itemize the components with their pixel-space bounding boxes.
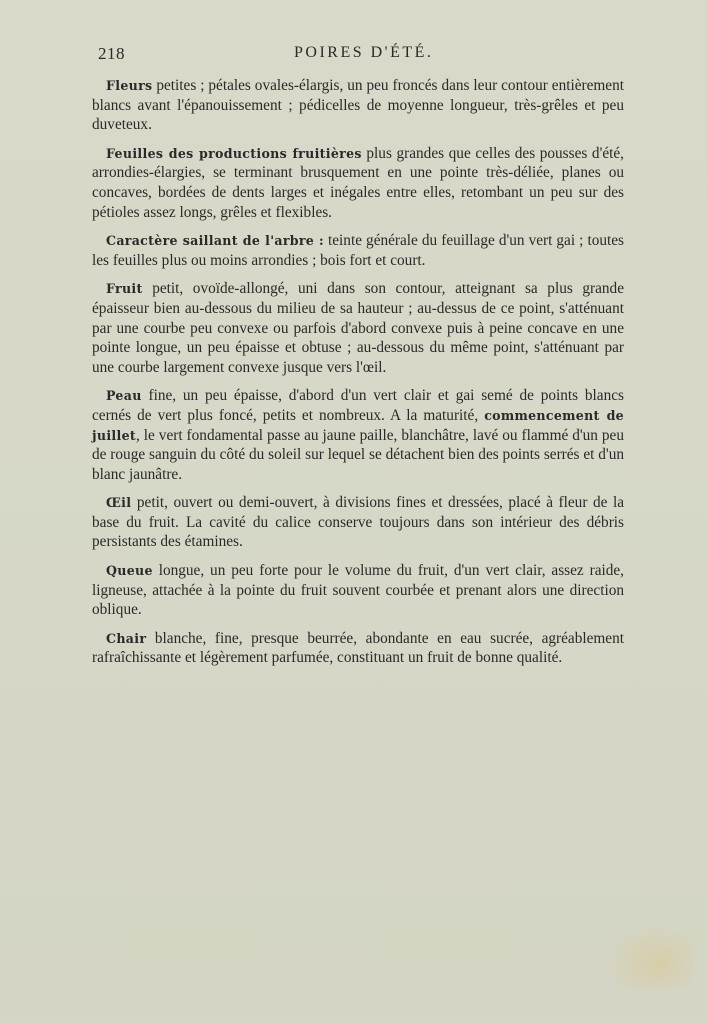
page-header xyxy=(98,44,628,68)
paragraph-lead: Fleurs xyxy=(106,78,153,93)
paragraph-lead: Œil xyxy=(106,495,132,511)
paragraph-text: plus grandes que celles des pousses d'été, arrondies-élargies, se terminant brusquement en une pointe très-déliée, planes ou concaves, bordées de dents larges et inégales entre elles, retombant un peu sur des pétioles assez longs, grêles et flexibles. xyxy=(92,144,624,221)
paragraph-text: teinte générale du feuillage d'un vert gai ; toutes les feuilles plus ou moins arrondies ; bois fort et court. xyxy=(92,232,624,269)
paragraph-text: petit, ouvert ou demi-ouvert, à divisions fines et dressées, placé à fleur de la base du fruit. La cavité du calice conserve toujours dans son intérieur des débris persistants des étamines. xyxy=(92,494,624,551)
paragraph-feuilles xyxy=(92,144,624,222)
paragraph-lead: Chair xyxy=(106,630,147,646)
paragraph-lead: Caractère saillant de l'arbre : xyxy=(106,233,324,249)
paragraph-chair xyxy=(92,629,624,668)
paragraph-lead: Peau xyxy=(106,388,142,404)
page-stain xyxy=(603,923,693,989)
paragraph-queue xyxy=(92,561,624,620)
inline-bold-phrase: commencement de juillet xyxy=(92,407,624,443)
paragraph-text: petites ; pétales ovales-élargis, un peu froncés dans leur contour entièrement blancs avant l'épanouissement ; pédicelles de moyenne longueur, très-grêles et peu duveteux. xyxy=(92,77,624,134)
paragraph-text: , le vert fondamental passe au jaune paille, blanchâtre, lavé ou flammé d'un peu de rouge sanguin du côté du soleil sur lequel se détachent bien des points serrés et d'un blanc jaunâtre. xyxy=(92,426,624,483)
paragraph-lead: Fruit xyxy=(106,281,143,297)
paragraph-lead: Feuilles des productions fruitières xyxy=(106,145,362,161)
paragraph-lead: Queue xyxy=(106,563,153,579)
paragraph-text: blanche, fine, presque beurrée, abondante en eau sucrée, agréablement rafraîchissante et légèrement parfumée, constituant un fruit de bonne qualité. xyxy=(92,629,624,667)
running-title: POIRES D'ÉTÉ. xyxy=(294,44,434,61)
page-number: 218 xyxy=(98,44,125,63)
paragraph-text: longue, un peu forte pour le volume du fruit, d'un vert clair, assez raide, ligneuse, attachée à la pointe du fruit souvent courbée et prenant alors une direction oblique. xyxy=(92,562,624,619)
paragraph-text: fine, un peu épaisse, d'abord d'un vert clair et gai semé de points blancs cernés de vert plus foncé, petits et nombreux. A la maturité, xyxy=(92,387,624,424)
page-body xyxy=(92,76,624,677)
paragraph-fleurs xyxy=(92,76,624,135)
paragraph-fruit xyxy=(92,279,624,377)
paragraph-text: petit, ovoïde-allongé, uni dans son contour, atteignant sa plus grande épaisseur bien au-dessous du milieu de sa hauteur ; au-dessus de ce point, s'atténuant par une courbe peu convexe ou parfois d'abord convexe puis à peine concave en une pointe longue, un peu épaisse et obtuse ; au-dessous du même point, s'atténuant par une courbe largement convexe jusque vers l'œil. xyxy=(92,280,624,376)
paragraph-peau xyxy=(92,386,624,484)
paragraph-caractere xyxy=(92,231,624,270)
paragraph-oeil xyxy=(92,493,624,552)
